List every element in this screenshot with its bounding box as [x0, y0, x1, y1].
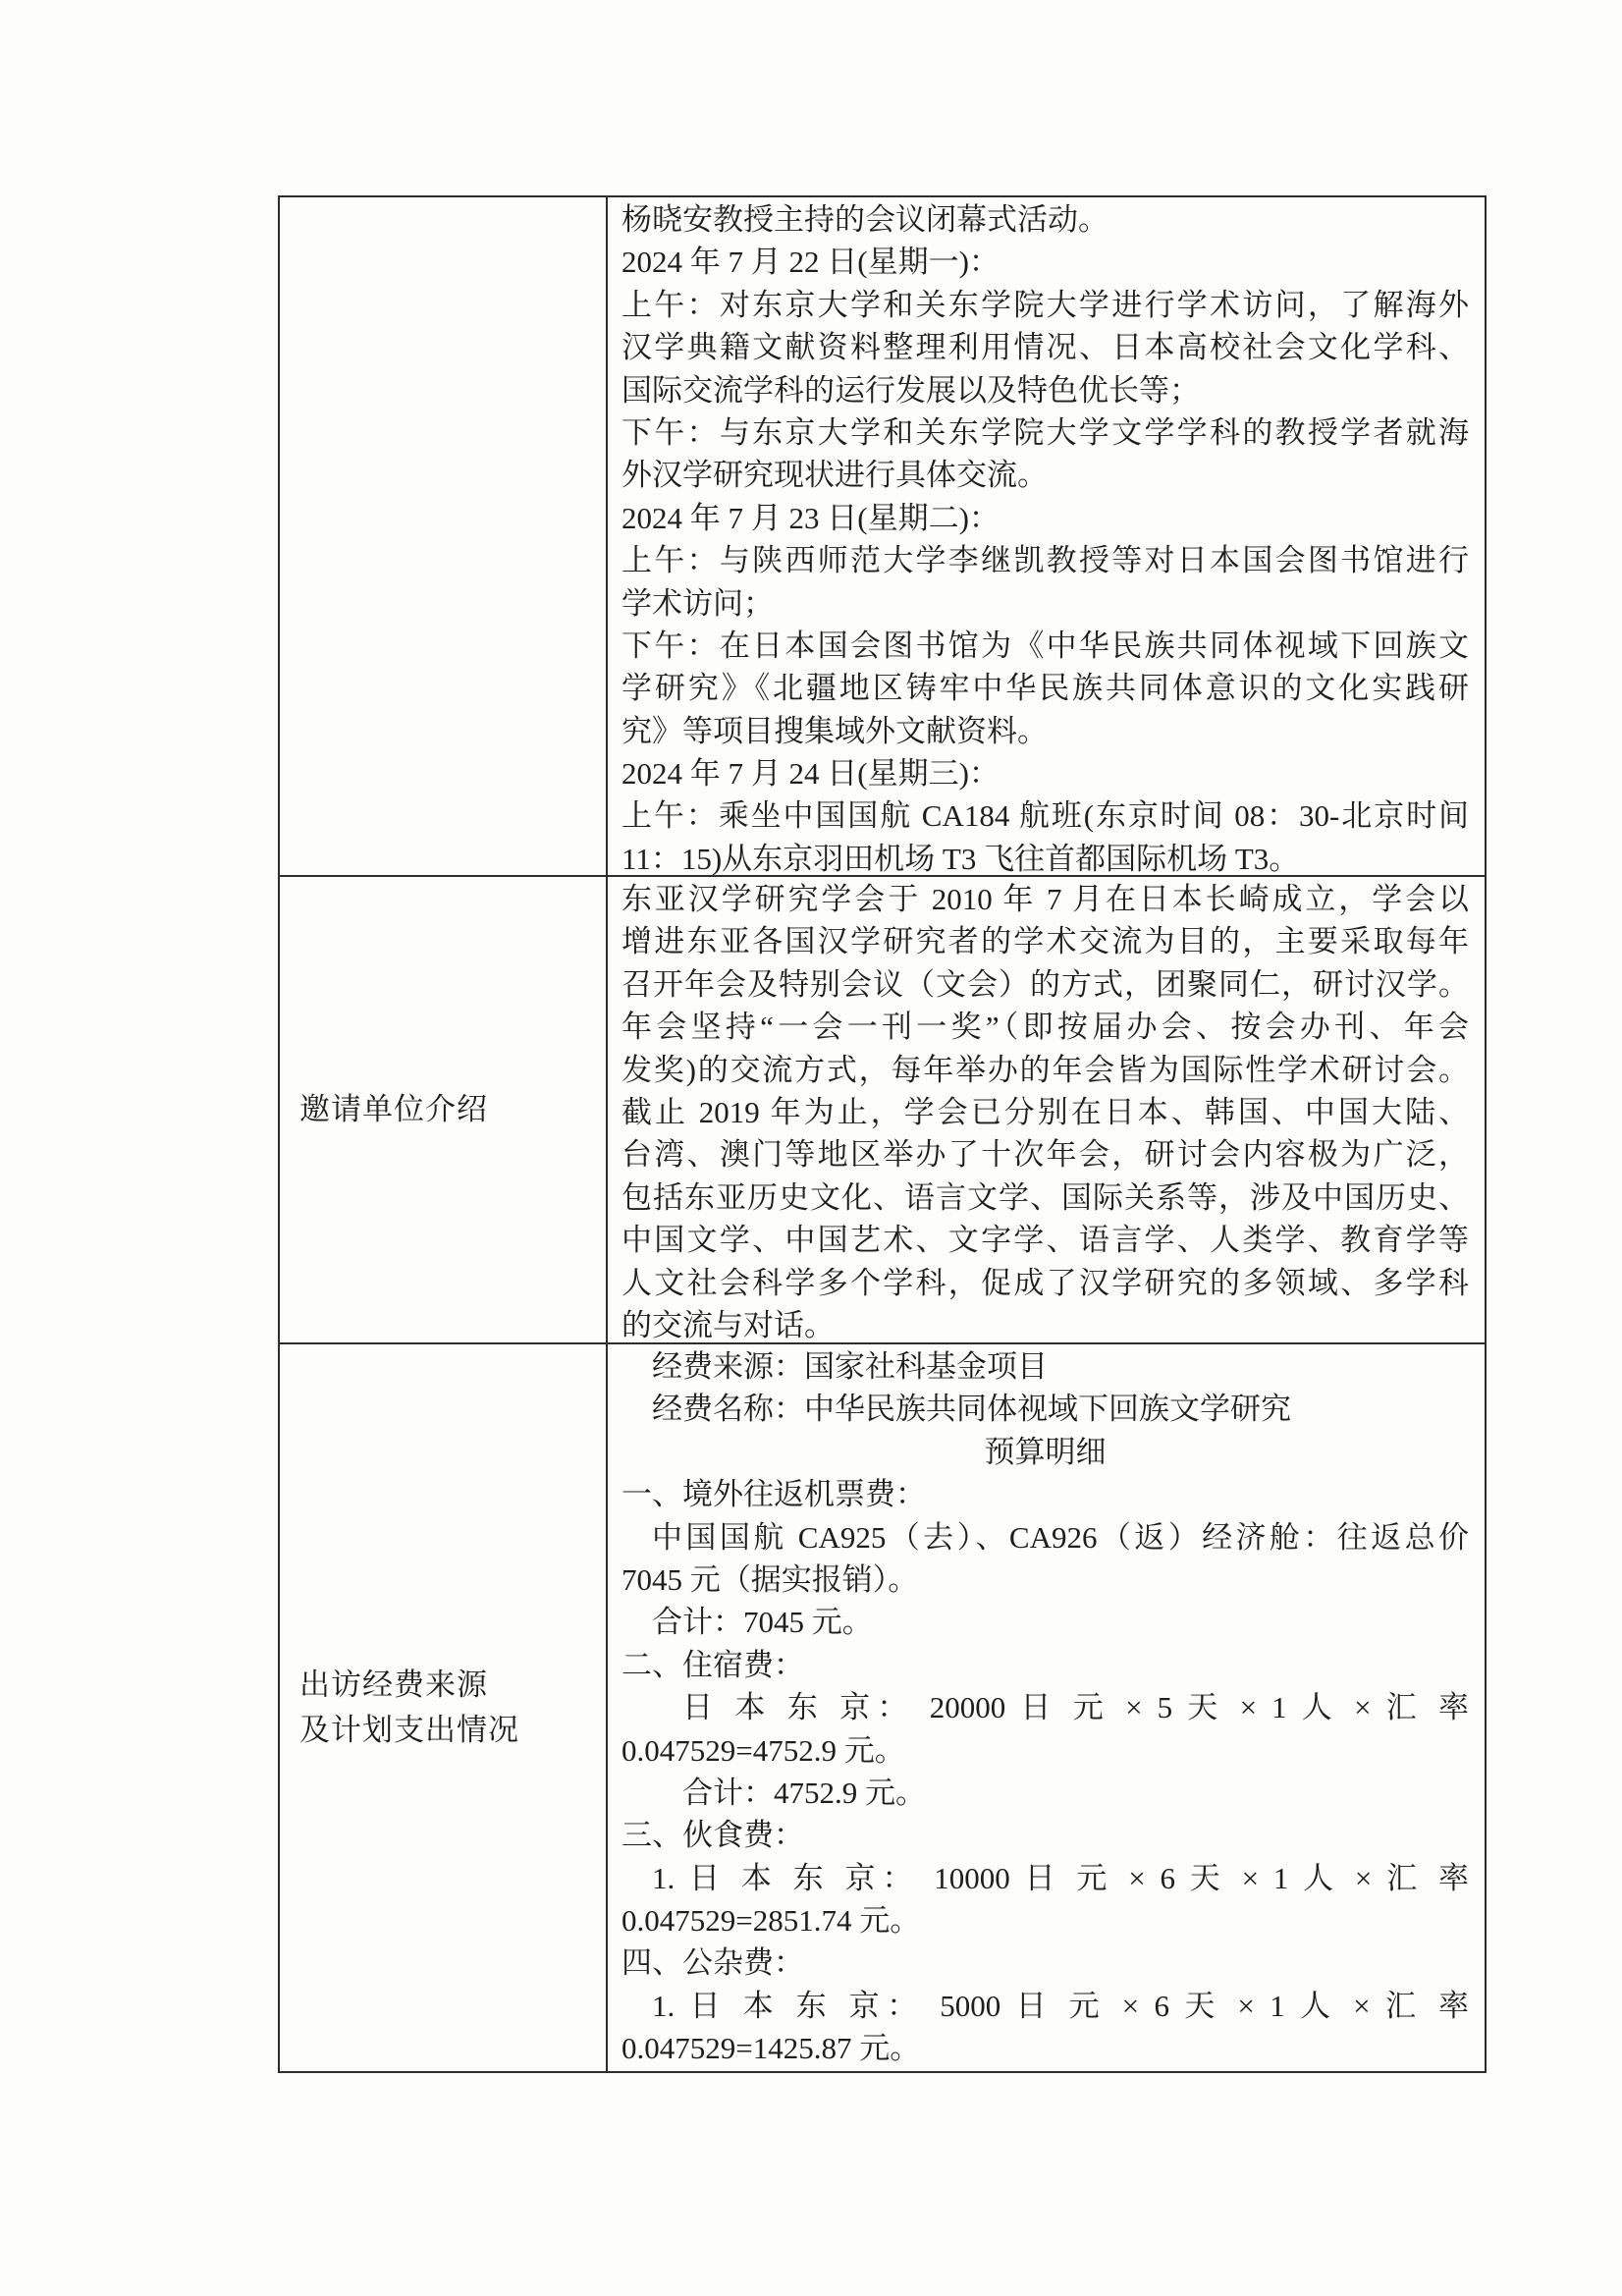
text-line: 下午：与东京大学和关东学院大学文学学科的教授学者就海 — [622, 414, 1469, 450]
row-label-cell — [280, 877, 608, 1342]
text-line: 上午：与陕西师范大学李继凯教授等对日本国会图书馆进行 — [622, 543, 1469, 578]
text-line: 东亚汉学研究学会于 2010 年 7 月在日本长崎成立，学会以 — [622, 882, 1469, 916]
row-content-cell — [608, 1344, 1485, 2071]
text-line: 2024 年 7 月 22 日(星期一)： — [622, 245, 1000, 280]
text-line: 增进东亚各国汉学研究者的学术交流为目的，主要采取每年 — [622, 924, 1469, 959]
text-line: 预算明细 — [984, 1434, 1107, 1469]
text-line: 召开年会及特别会议（文会）的方式，团聚同仁，研讨汉学。 — [622, 966, 1469, 1002]
table-row-schedule — [280, 197, 1485, 877]
text-line: 1. 日 本 东 京： 10000 日 元 × 6 天 × 1 人 × 汇 率 — [652, 1860, 1469, 1895]
text-line: 一、境外往返机票费： — [622, 1477, 926, 1512]
text-line: 2024 年 7 月 23 日(星期二)： — [622, 500, 1000, 535]
text-line: 11：15)从东京羽田机场 T3 飞往首都国际机场 T3。 — [622, 841, 1300, 875]
text-line: 下午：在日本国会图书馆为《中华民族共同体视域下回族文 — [622, 628, 1469, 663]
text-line: 年会坚持“一会一刊一奖”（即按届办会、按会办刊、年会 — [622, 1010, 1469, 1045]
text-line: 包括东亚历史文化、语言文学、国际关系等，涉及中国历史、 — [622, 1179, 1469, 1215]
text-line: 上午：乘坐中国国航 CA184 航班(东京时间 08：30-北京时间 — [622, 798, 1469, 834]
text-line: 日 本 东 京： 20000 日 元 × 5 天 × 1 人 × 汇 率 — [682, 1690, 1469, 1725]
row-content-cell — [608, 877, 1485, 1342]
text-line: 汉学典籍文献资料整理利用情况、日本高校社会文化学科、 — [622, 330, 1469, 365]
text-line: 四、公杂费： — [622, 1945, 804, 1981]
text-line: 外汉学研究现状进行具体交流。 — [622, 458, 1048, 493]
text-line: 0.047529=4752.9 元。 — [622, 1732, 905, 1768]
text-line: 上午：对东京大学和关东学院大学进行学术访问，了解海外 — [622, 287, 1469, 322]
text-line: 杨晓安教授主持的会议闭幕式活动。 — [622, 202, 1108, 237]
row-label-cell — [280, 197, 608, 875]
text-line: 的交流与对话。 — [622, 1307, 835, 1342]
text-line: 0.047529=1425.87 元。 — [622, 2031, 921, 2066]
row-label-cell — [280, 1344, 608, 2071]
row-label-text: 邀请单位介绍 — [299, 1092, 488, 1126]
text-line: 经费来源：国家社科基金项目 — [652, 1349, 1048, 1384]
table-row-inviting-org — [280, 877, 1485, 1344]
text-line: 1. 日 本 东 京： 5000 日 元 × 6 天 × 1 人 × 汇 率 — [652, 1988, 1469, 2023]
text-line: 发奖)的交流方式，每年举办的年会皆为国际性学术研讨会。 — [622, 1052, 1469, 1087]
text-line: 国际交流学科的运行发展以及特色优长等； — [622, 372, 1200, 408]
text-line: 学术访问； — [622, 585, 774, 621]
text-line: 2024 年 7 月 24 日(星期三)： — [622, 756, 1000, 792]
text-line: 二、住宿费： — [622, 1647, 804, 1682]
row-label-text: 出访经费来源 — [299, 1667, 488, 1702]
text-line: 人文社会科学多个学科，促成了汉学研究的多领域、多学科 — [622, 1265, 1469, 1300]
text-line: 合计：7045 元。 — [652, 1605, 873, 1640]
text-line: 合计：4752.9 元。 — [682, 1775, 926, 1810]
text-line: 7045 元（据实报销）。 — [622, 1561, 919, 1597]
text-line: 学研究》《北疆地区铸牢中华民族共同体意识的文化实践研 — [622, 671, 1469, 706]
table-row-funding — [280, 1344, 1485, 2071]
text-line: 中国文学、中国艺术、文字学、语言学、人类学、教育学等 — [622, 1223, 1469, 1258]
text-line: 三、伙食费： — [622, 1818, 804, 1853]
text-line: 0.047529=2851.74 元。 — [622, 1903, 921, 1939]
approval-form-table — [278, 195, 1487, 2073]
text-line: 台湾、澳门等地区举办了十次年会，研讨会内容极为广泛， — [622, 1137, 1469, 1173]
row-content-cell — [608, 197, 1485, 875]
text-line: 究》等项目搜集域外文献资料。 — [622, 713, 1048, 748]
row-label-text: 及计划支出情况 — [299, 1713, 519, 1747]
text-line: 中国国航 CA925（去）、CA926（返）经济舱：往返总价 — [652, 1519, 1469, 1555]
text-line: 经费名称：中华民族共同体视域下回族文学研究 — [652, 1392, 1291, 1427]
text-line: 截止 2019 年为止，学会已分别在日本、韩国、中国大陆、 — [622, 1094, 1469, 1129]
